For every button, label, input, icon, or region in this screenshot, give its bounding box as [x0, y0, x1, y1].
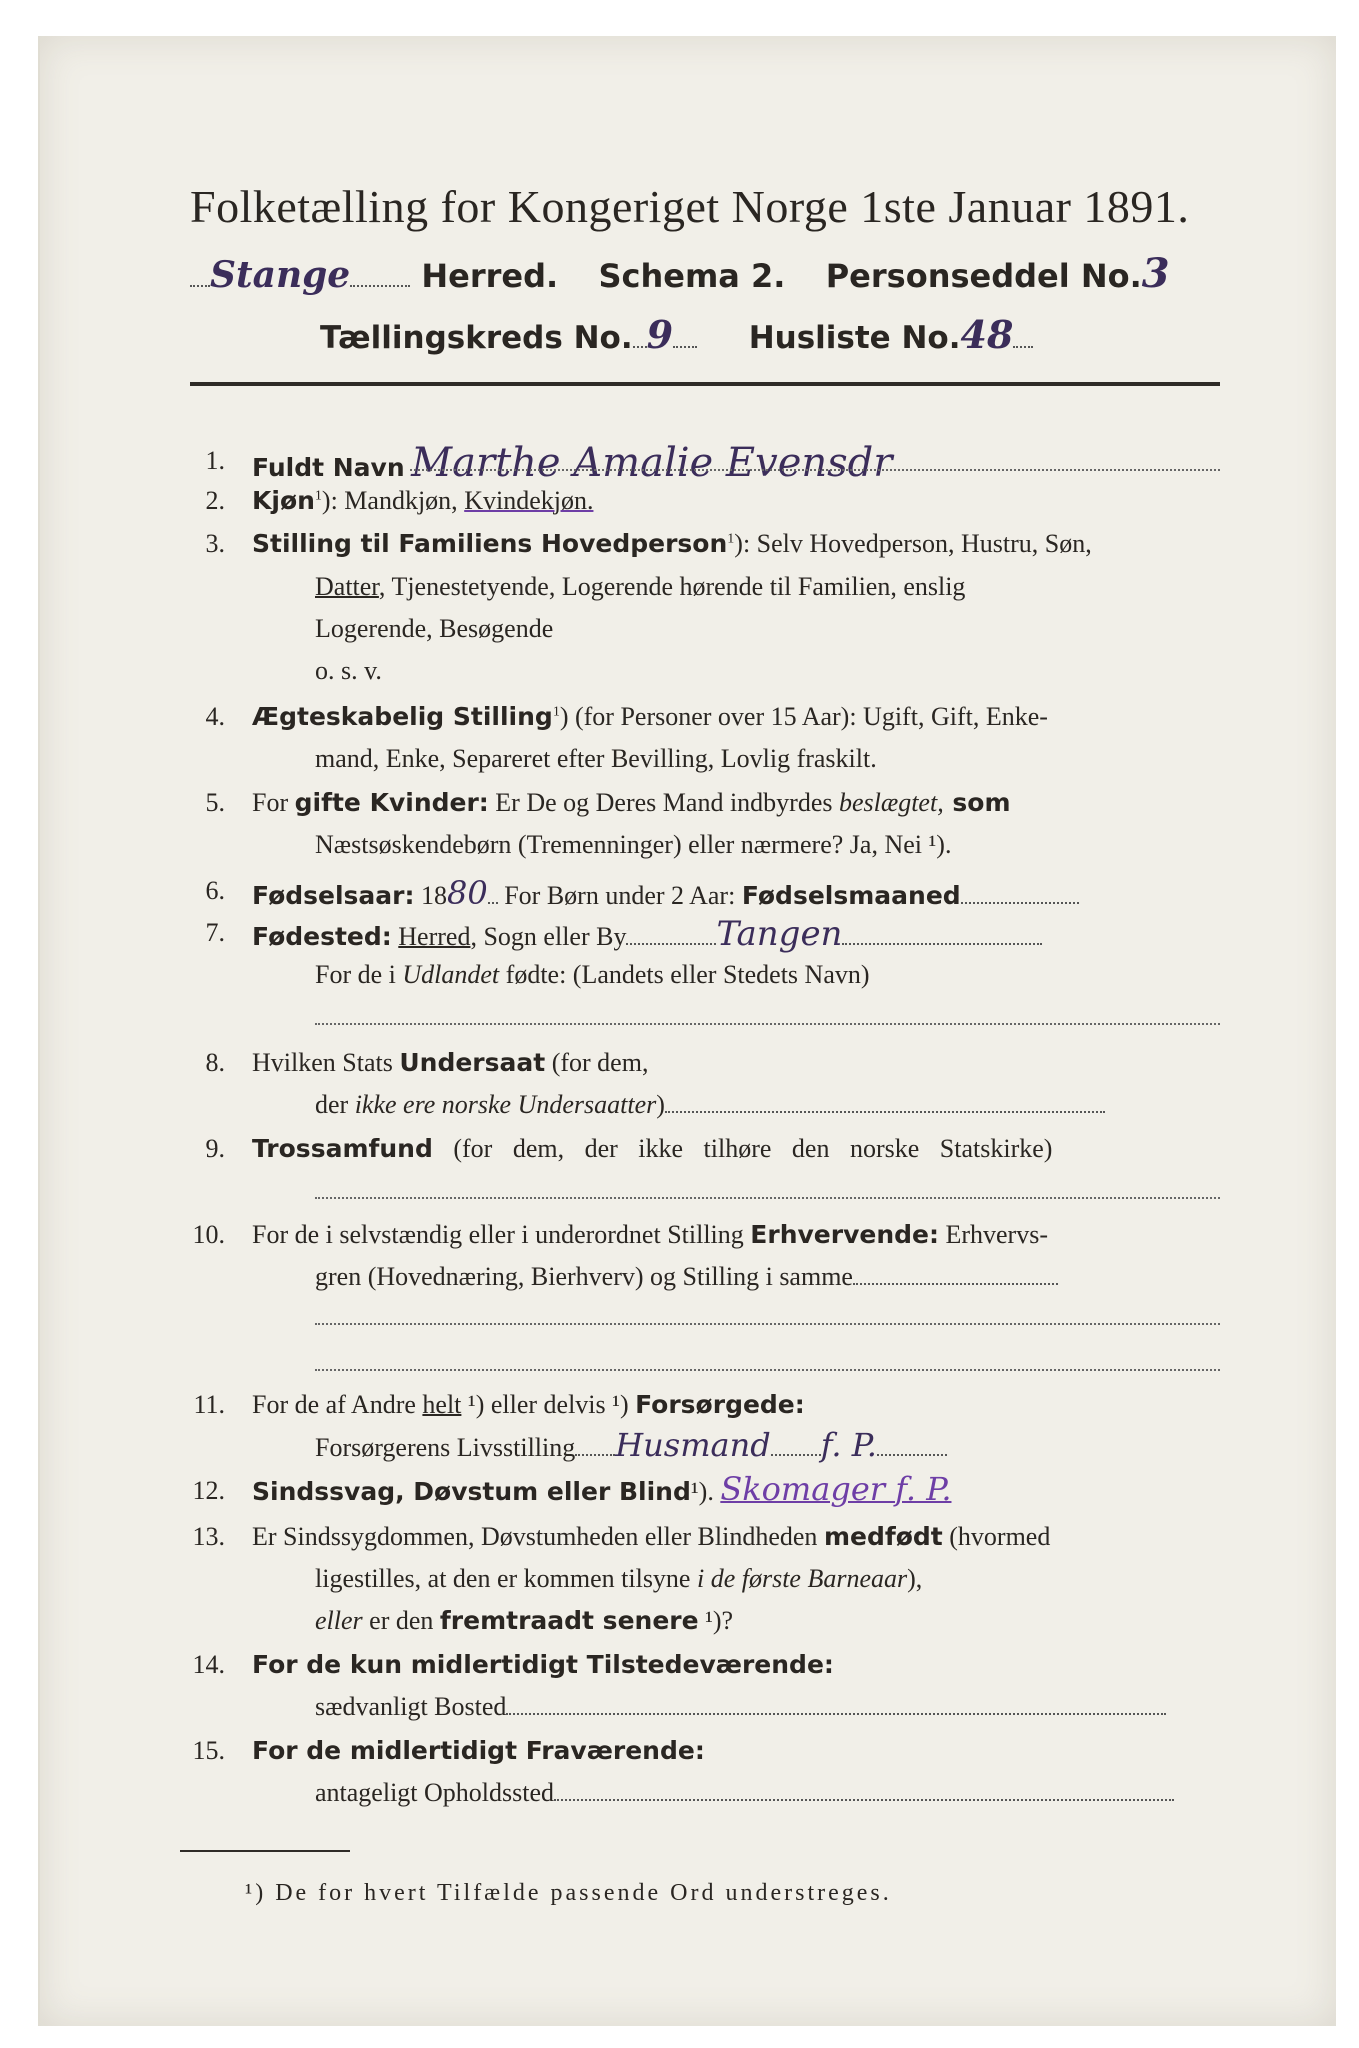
item-3-label: Stilling til Familiens Hovedperson [252, 529, 728, 558]
header-rule [190, 382, 1220, 386]
item-1-number: 1. [205, 446, 225, 475]
relation-datter-selected: Datter [315, 572, 379, 601]
item-2-label: Kjøn [252, 486, 315, 515]
provider-occupation-value: Husmand [615, 1426, 771, 1464]
item-3-line-1 [252, 529, 1092, 559]
item-12-number: 12. [192, 1476, 225, 1505]
item-8-number: 8. [205, 1048, 225, 1077]
personseddel-label: Personseddel No. [825, 257, 1142, 295]
item-10-line-2 [315, 1262, 1058, 1292]
herred-line [190, 250, 1170, 297]
item-13-line-1 [252, 1522, 1050, 1552]
item-8-text-b: (for dem, [545, 1048, 649, 1077]
item-14-line-1 [252, 1650, 834, 1680]
item-6-birth-year [252, 874, 1079, 912]
item-15-label: For de midlertidigt Fraværende: [252, 1736, 705, 1765]
kreds-label: Tællingskreds No. [320, 320, 633, 356]
item-11-text-a: For de af Andre [252, 1390, 423, 1419]
item-13-text-3c: fremtraadt senere [439, 1606, 699, 1635]
item-7-text-2c: fødte: (Landets eller Stedets Navn) [499, 960, 870, 989]
herred-label: Herred. [421, 257, 559, 295]
item-15-line-1 [252, 1736, 705, 1766]
item-11-text-2: Forsørgerens Livsstilling [315, 1433, 576, 1462]
item-8-line-1 [252, 1048, 648, 1078]
personseddel-value: 3 [1141, 250, 1170, 297]
supported-helt-selected: helt [422, 1390, 462, 1419]
item-13-text-3b: er den [362, 1606, 440, 1635]
item-11-number: 11. [193, 1390, 225, 1419]
item-10-dotline-2 [315, 1368, 1220, 1371]
item-7-line-2 [315, 960, 870, 990]
item-6-text: For Børn under 2 Aar: [497, 881, 742, 910]
item-13-text-b: (hvormed [942, 1522, 1051, 1551]
item-9-line-1 [252, 1134, 1052, 1164]
item-10-text-a: For de i selvstændig eller i underordnet Stilling [252, 1220, 751, 1249]
sex-female-selected: Kvindekjøn. [464, 486, 594, 515]
item-3-text-2: , Tjenestetyende, Logerende hørende til Familien, enslig [378, 572, 966, 601]
item-8-label: Undersaat [399, 1048, 546, 1077]
item-14-label: For de kun midlertidigt Tilstedeværende: [252, 1650, 834, 1679]
birthplace-value: Tangen [716, 914, 843, 954]
item-5-text-c: beslægtet, [838, 788, 944, 817]
footnote: ¹) De for hvert Tilfælde passende Ord understreges. [245, 1880, 892, 1906]
item-12-line-1 [252, 1470, 951, 1508]
item-11-line-2 [315, 1426, 947, 1464]
birth-year-value: 80 [447, 874, 488, 912]
item-5-label: gifte Kvinder: [294, 788, 489, 817]
item-15-text-2: antageligt Opholdssted [315, 1778, 555, 1807]
kreds-value: 9 [646, 312, 674, 357]
birth-month-label: Fødselsmaaned [741, 881, 961, 910]
item-6-label: Fødselsaar: [252, 881, 415, 910]
item-13-number: 13. [192, 1522, 225, 1551]
full-name-value: Marthe Amalie Evensdr [411, 440, 893, 486]
item-4-label: Ægteskabelig Stilling [252, 702, 553, 731]
item-14-line-2 [315, 1692, 1166, 1722]
item-14-number: 14. [192, 1650, 225, 1679]
item-12-handwritten-value: Skomager f. P. [720, 1470, 952, 1508]
item-7-text-2a: For de i [315, 960, 403, 989]
item-1-dotline [410, 468, 1220, 471]
item-7-label: Fødested: [252, 922, 392, 951]
item-3-text-1: ): Selv Hovedperson, Hustru, Søn, [734, 529, 1092, 558]
item-2-text: ): Mandkjøn, [321, 486, 465, 515]
item-7-text: , Sogn eller By [470, 922, 627, 951]
item-13-line-3 [315, 1606, 733, 1636]
item-5-text-a: For [252, 788, 295, 817]
item-3-line-3: Logerende, Besøgende [315, 614, 554, 643]
item-2-number: 2. [205, 486, 225, 515]
item-10-dotline-1 [315, 1322, 1220, 1325]
item-12-text: ¹). [690, 1477, 714, 1506]
schema-label: Schema 2. [598, 257, 786, 295]
item-11-line-1 [252, 1390, 805, 1420]
item-9-text: (for dem, der ikke tilhøre den norske Statskirke) [432, 1134, 1053, 1163]
item-14-text-2: sædvanligt Bosted [315, 1692, 507, 1721]
item-12-label: Sindssvag, Døvstum eller Blind [252, 1477, 691, 1506]
item-4-text-1: ) (for Personer over 15 Aar): Ugift, Gift, Enke- [559, 702, 1048, 731]
husliste-label: Husliste No. [748, 320, 961, 356]
item-13-text-2a: ligestilles, at den er kommen tilsyne [315, 1564, 697, 1593]
item-10-text-b: Erhvervs- [938, 1220, 1048, 1249]
item-3-number: 3. [205, 529, 225, 558]
item-2-footnote-mark: 1 [314, 488, 322, 504]
item-13-text-3d: ¹)? [698, 1606, 734, 1635]
item-15-line-2 [315, 1778, 1174, 1808]
item-7-dotline [315, 1022, 1220, 1025]
form-title: Folketælling for Kongeriget Norge 1ste Januar 1891. [190, 181, 1190, 232]
birthplace-herred-selected: Herred [398, 922, 471, 951]
item-3-footnote-mark: 1 [727, 531, 735, 547]
item-13-text-a: Er Sindssygdommen, Døvstumheden eller Blindheden [252, 1522, 824, 1551]
item-8-text-2b: ikke ere norske Undersaatter [354, 1090, 657, 1119]
item-5-line-1 [252, 788, 1011, 818]
item-5-number: 5. [205, 788, 225, 817]
item-8-text-2c: ) [656, 1090, 665, 1119]
item-3-line-2 [315, 572, 965, 602]
item-4-line-1 [252, 702, 1048, 732]
item-13-text-2c: ), [907, 1564, 923, 1593]
herred-value: Stange [210, 254, 351, 296]
item-7-text-2b: Udlandet [402, 960, 500, 989]
provider-occupation-value-2: f. P. [820, 1426, 877, 1464]
item-3-line-4: o. s. v. [315, 656, 382, 685]
item-1-label: Fuldt Navn [252, 453, 405, 482]
item-9-dotline [315, 1196, 1220, 1199]
husliste-value: 48 [960, 312, 1014, 357]
footnote-rule [180, 1850, 350, 1852]
item-13-line-2 [315, 1564, 922, 1594]
item-8-text-a: Hvilken Stats [252, 1048, 400, 1077]
item-2-sex [252, 486, 593, 516]
item-15-number: 15. [192, 1736, 225, 1765]
item-13-label: medfødt [823, 1522, 943, 1551]
item-1-full-name [252, 440, 892, 486]
kreds-line [320, 312, 1033, 357]
item-13-text-3a: eller [315, 1606, 363, 1635]
item-10-number: 10. [192, 1220, 225, 1249]
item-6-number: 6. [205, 876, 225, 905]
item-9-label: Trossamfund [252, 1134, 433, 1163]
item-4-footnote-mark: 1 [552, 704, 560, 720]
item-11-label: Forsørgede: [635, 1390, 805, 1419]
item-5-line-2: Næstsøskendebørn (Tremenninger) eller nærmere? Ja, Nei ¹). [315, 830, 952, 859]
item-10-text-2: gren (Hovednæring, Bierhverv) og Stilling i samme [315, 1262, 853, 1291]
item-7-line-1 [252, 914, 1042, 954]
item-4-line-2: mand, Enke, Separeret efter Bevilling, Lovlig fraskilt. [315, 744, 877, 773]
item-10-line-1 [252, 1220, 1048, 1250]
item-10-label: Erhvervende: [750, 1220, 939, 1249]
item-9-number: 9. [205, 1134, 225, 1163]
birth-year-prefix: 18 [414, 881, 447, 910]
item-7-number: 7. [205, 918, 225, 947]
item-11-text-b: ¹) eller delvis ¹) [461, 1390, 636, 1419]
item-13-text-2b: i de første Barneaar [696, 1564, 908, 1593]
item-8-line-2 [315, 1090, 1105, 1120]
item-4-number: 4. [205, 702, 225, 731]
item-5-text-d: som [943, 788, 1011, 817]
item-8-text-2a: der [315, 1090, 355, 1119]
item-5-text-b: Er De og Deres Mand indbyrdes [488, 788, 839, 817]
